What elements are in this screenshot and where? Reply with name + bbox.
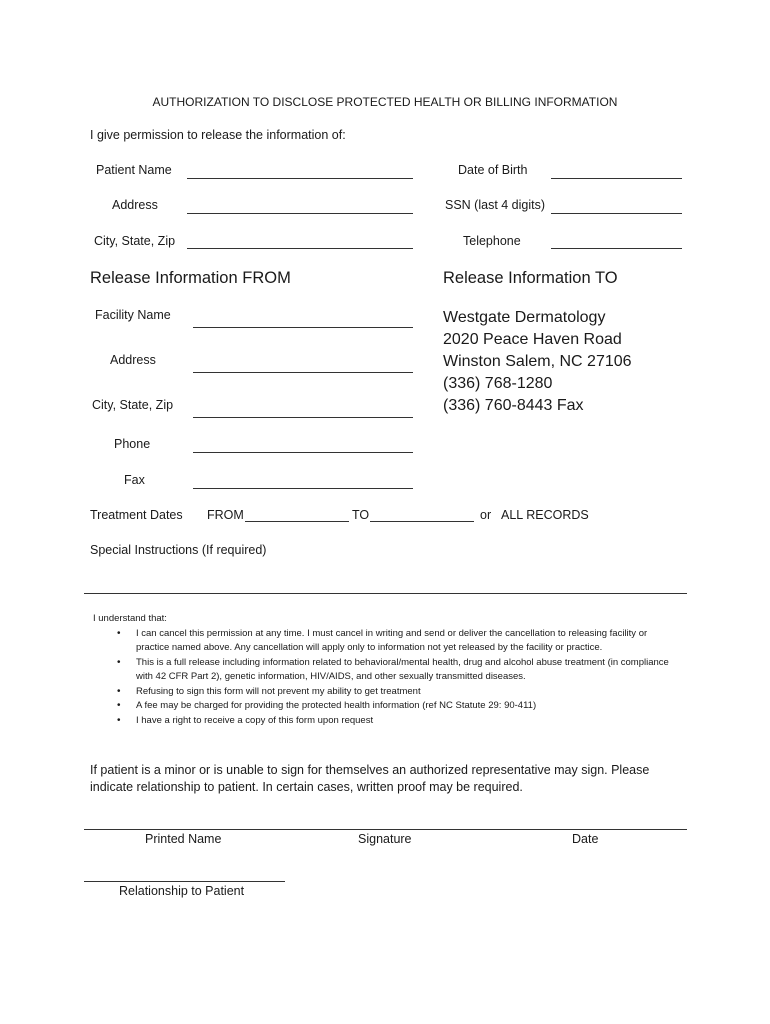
facility-address-label: Address	[110, 353, 156, 367]
dob-field[interactable]	[551, 178, 682, 179]
special-instructions-field[interactable]	[84, 593, 687, 594]
treatment-to-field[interactable]	[370, 521, 474, 522]
recipient-name: Westgate Dermatology	[443, 309, 606, 326]
facility-address-field[interactable]	[193, 372, 413, 373]
patient-name-field[interactable]	[187, 178, 413, 179]
patient-address-label: Address	[112, 198, 158, 212]
dob-label: Date of Birth	[458, 163, 528, 177]
facility-fax-field[interactable]	[193, 488, 413, 489]
relationship-label: Relationship to Patient	[119, 884, 245, 898]
facility-phone-label: Phone	[114, 437, 151, 451]
patient-city-field[interactable]	[187, 248, 413, 249]
list-item: • Refusing to sign this form will not prevent my ability to get treatment	[93, 685, 678, 700]
list-item: • I have a right to receive a copy of this form upon request	[93, 714, 678, 729]
facility-name-label: Facility Name	[95, 308, 171, 322]
release-to-heading: Release Information TO	[443, 269, 618, 287]
patient-city-label: City, State, Zip	[94, 234, 176, 248]
facility-name-field[interactable]	[193, 327, 413, 328]
patient-address-field[interactable]	[187, 213, 413, 214]
understand-section	[93, 612, 678, 728]
recipient-street: 2020 Peace Haven Road	[443, 331, 622, 348]
all-records-option[interactable]: ALL RECORDS	[501, 508, 589, 522]
recipient-phone: (336) 768-1280	[443, 375, 553, 392]
release-from-heading: Release Information FROM	[90, 269, 291, 287]
treatment-dates-label: Treatment Dates	[90, 508, 183, 522]
treatment-or-label: or	[480, 508, 492, 522]
facility-city-field[interactable]	[193, 417, 413, 418]
date-label: Date	[572, 832, 599, 846]
intro-text: I give permission to release the information of:	[90, 128, 346, 142]
ssn-field[interactable]	[551, 213, 682, 214]
list-item: • A fee may be charged for providing the protected health information (ref NC Statute 29: 90-411)	[93, 699, 678, 714]
facility-fax-label: Fax	[124, 473, 145, 487]
list-item: • I can cancel this permission at any time. I must cancel in writing and send or deliver the cancellation to releasing facility or practice named above. Any cancellation will apply only to information not yet released by the facility or practice.	[93, 627, 678, 656]
understand-list	[93, 627, 678, 729]
treatment-from-field[interactable]	[245, 521, 349, 522]
special-instructions-label: Special Instructions (If required)	[90, 543, 267, 557]
list-item: • This is a full release including information related to behavioral/mental health, drug and alcohol abuse treatment (in compliance with 42 CFR Part 2), genetic information, HIV/AIDS, and other sexually transmitted diseases.	[93, 656, 678, 685]
understand-heading: I understand that:	[93, 613, 167, 624]
ssn-label: SSN (last 4 digits)	[445, 198, 546, 212]
minor-note: If patient is a minor or is unable to sign for themselves an authorized representative may sign. Please indicate relationship to patient. In certain cases, written proof may be required.	[90, 763, 650, 794]
telephone-label: Telephone	[463, 234, 521, 248]
telephone-field[interactable]	[551, 248, 682, 249]
recipient-address-block	[443, 307, 632, 417]
patient-name-label: Patient Name	[96, 163, 172, 177]
signature-line[interactable]	[84, 829, 687, 830]
treatment-to-label: TO	[352, 508, 370, 522]
relationship-field[interactable]	[84, 881, 285, 882]
form-title: AUTHORIZATION TO DISCLOSE PROTECTED HEALTH OR BILLING INFORMATION	[152, 95, 618, 109]
facility-city-label: City, State, Zip	[92, 398, 174, 412]
recipient-fax: (336) 760-8443 Fax	[443, 397, 584, 414]
facility-phone-field[interactable]	[193, 452, 413, 453]
signature-label: Signature	[358, 832, 412, 846]
treatment-from-label: FROM	[207, 508, 244, 522]
recipient-city: Winston Salem, NC 27106	[443, 353, 632, 370]
printed-name-label: Printed Name	[145, 832, 222, 846]
